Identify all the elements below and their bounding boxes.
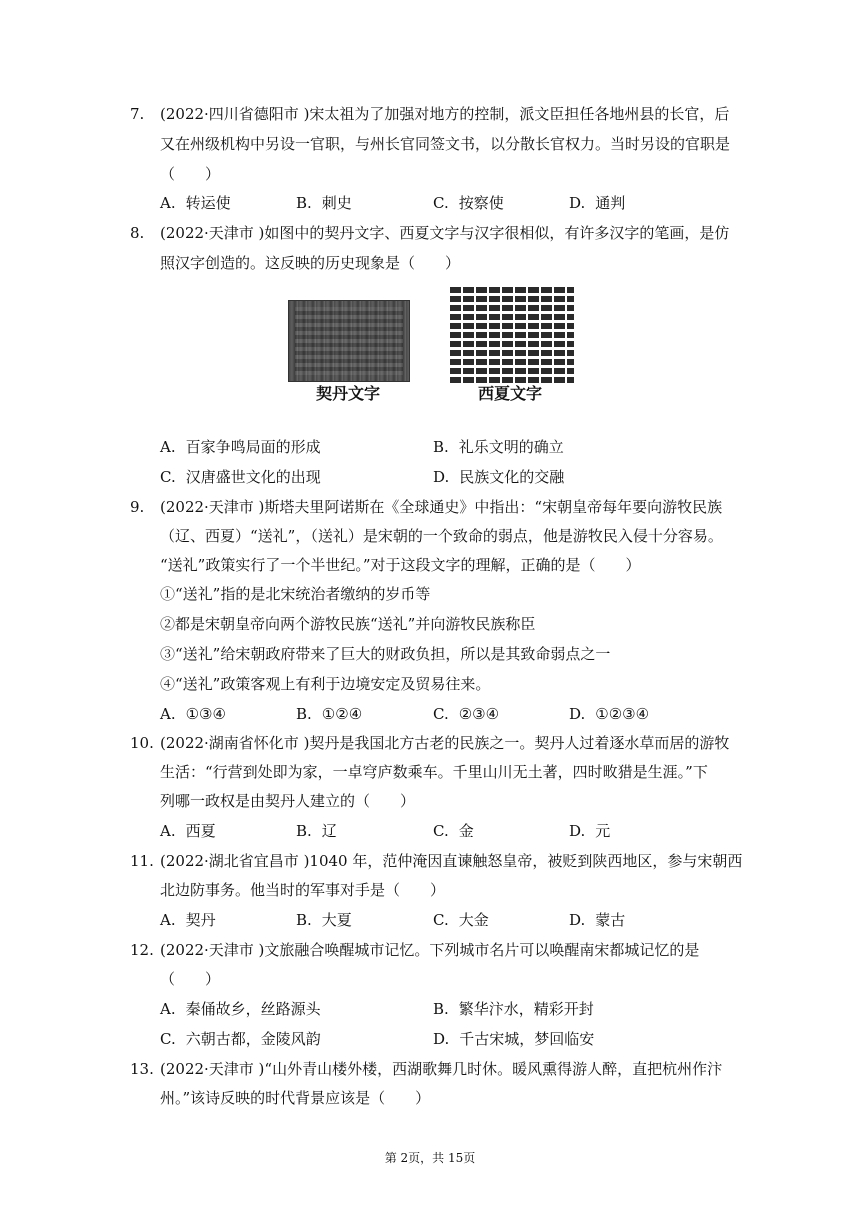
option-label: D. [433, 468, 450, 486]
option-text: 百家争鸣局面的形成 [185, 438, 321, 456]
option-text: ①②③④ [595, 705, 650, 723]
option-text: 六朝古都，金陵风韵 [185, 1030, 321, 1048]
statement-3: ③“送礼”给宋朝政府带来了巨大的财政负担，所以是其致命弱点之一 [160, 645, 611, 663]
statement-2: ②都是宋朝皇帝向两个游牧民族“送礼”并向游牧民族称臣 [160, 615, 536, 633]
option-b [296, 910, 352, 930]
option-b [296, 704, 362, 724]
option-text: 大金 [458, 911, 489, 929]
option-label: C. [433, 194, 449, 212]
option-c [160, 1029, 321, 1049]
option-text: ①②④ [321, 705, 363, 723]
option-text: ②③④ [458, 705, 500, 723]
option-label: B. [433, 1000, 449, 1018]
option-text: 元 [595, 822, 611, 840]
question-text: (2022·天津市 )“山外青山楼外楼，西湖歌舞几时休。暖风熏得游人醉，直把杭州作汴 [160, 1060, 723, 1078]
option-d [569, 910, 625, 930]
option-c [433, 910, 489, 930]
option-label: D. [569, 822, 586, 840]
option-label: C. [433, 911, 449, 929]
question-text: （ ） [160, 165, 221, 183]
option-d [433, 467, 564, 487]
option-label: C. [433, 822, 449, 840]
option-text: ①③④ [185, 705, 226, 723]
option-label: C. [433, 705, 449, 723]
option-text: 秦俑故乡，丝路源头 [185, 1000, 321, 1018]
question-text: (2022·天津市 )斯塔夫里阿诺斯在《全球通史》中指出：“宋朝皇帝每年要向游牧民族 [160, 498, 723, 516]
option-label: D. [569, 911, 586, 929]
question-number: 12. [130, 941, 154, 959]
question-text: (2022·湖南省怀化市 )契丹是我国北方古老的民族之一。契丹人过着逐水草而居的游牧 [160, 734, 730, 752]
option-a [160, 193, 231, 213]
question-text: (2022·天津市 )文旅融合唤醒城市记忆。下列城市名片可以唤醒南宋都城记忆的是 [160, 941, 700, 959]
option-text: 礼乐文明的确立 [458, 438, 564, 456]
question-text: （辽、西夏）“送礼”，（送礼）是宋朝的一个致命的弱点，他是游牧民入侵十分容易。 [160, 527, 723, 545]
option-label: B. [296, 705, 312, 723]
option-d [433, 1029, 594, 1049]
option-text: 民族文化的交融 [459, 468, 565, 486]
option-text: 汉唐盛世文化的出现 [185, 468, 321, 486]
option-b [433, 437, 564, 457]
question-number: 13. [130, 1060, 154, 1078]
option-d [569, 704, 649, 724]
question-number: 9. [130, 498, 145, 516]
option-text: 蒙古 [595, 911, 626, 929]
xixia-script-image [448, 287, 574, 383]
question-text: (2022·天津市 )如图中的契丹文字、西夏文字与汉字很相似，有许多汉字的笔画，是仿 [160, 224, 730, 242]
option-label: D. [569, 705, 586, 723]
question-text: 照汉字创造的。这反映的历史现象是（ ） [160, 254, 461, 272]
question-number: 11. [130, 852, 154, 870]
option-text: 千古宋城，梦回临安 [459, 1030, 595, 1048]
question-text: 又在州级机构中另设一官职，与州长官同签文书，以分散长官权力。当时另设的官职是 [160, 135, 731, 153]
option-text: 辽 [321, 822, 337, 840]
option-text: 通判 [595, 194, 626, 212]
question-text: (2022·四川省德阳市 )宋太祖为了加强对地方的控制，派文臣担任各地州县的长官，后 [160, 105, 730, 123]
page-footer: 第 2页，共 15页 [384, 1151, 476, 1165]
option-text: 大夏 [321, 911, 352, 929]
question-text: 州。”该诗反映的时代背景应该是（ ） [160, 1089, 431, 1107]
question-text: 北边防事务。他当时的军事对手是（ ） [160, 881, 446, 899]
option-a [160, 910, 216, 930]
option-label: A. [160, 194, 176, 212]
question-text: （ ） [160, 970, 221, 988]
option-label: A. [160, 438, 176, 456]
option-label: A. [160, 911, 176, 929]
option-text: 西夏 [185, 822, 216, 840]
option-a [160, 821, 216, 841]
question-text: 生活：“行营到处即为家，一卓穹庐数乘车。千里山川无土著，四时畋猎是生涯。”下 [160, 763, 708, 781]
statement-1: ①“送礼”指的是北宋统治者缴纳的岁币等 [160, 585, 431, 603]
option-a [160, 437, 321, 457]
khitan-script-image [288, 300, 410, 382]
option-label: A. [160, 822, 176, 840]
option-c [160, 467, 321, 487]
option-label: B. [296, 911, 312, 929]
option-text: 刺史 [321, 194, 352, 212]
question-text: “送礼”政策实行了一个半世纪。”对于这段文字的理解，正确的是（ ） [160, 556, 641, 574]
question-number: 10. [130, 734, 154, 752]
option-c [433, 193, 504, 213]
option-c [433, 821, 474, 841]
option-label: A. [160, 1000, 176, 1018]
option-label: B. [296, 194, 312, 212]
figure-caption-khitan: 契丹文字 [316, 384, 381, 403]
question-number: 8. [130, 224, 145, 242]
option-text: 按察使 [458, 194, 504, 212]
option-d [569, 821, 610, 841]
option-b [433, 999, 594, 1019]
option-text: 转运使 [185, 194, 231, 212]
option-c [433, 704, 499, 724]
figure-caption-xixia: 西夏文字 [478, 384, 543, 403]
option-label: D. [569, 194, 586, 212]
question-text: (2022·湖北省宜昌市 )1040 年，范仲淹因直谏触怒皇帝，被贬到陕西地区，参与宋朝西 [160, 852, 743, 870]
option-label: D. [433, 1030, 450, 1048]
option-label: A. [160, 705, 176, 723]
option-b [296, 821, 337, 841]
option-label: B. [433, 438, 449, 456]
option-text: 金 [458, 822, 474, 840]
option-text: 繁华汴水，精彩开封 [458, 1000, 594, 1018]
option-a [160, 999, 321, 1019]
option-d [569, 193, 625, 213]
statement-4: ④“送礼”政策客观上有利于边境安定及贸易往来。 [160, 675, 491, 693]
option-a [160, 704, 226, 724]
option-label: B. [296, 822, 312, 840]
option-label: C. [160, 468, 176, 486]
option-b [296, 193, 352, 213]
question-text: 列哪一政权是由契丹人建立的（ ） [160, 792, 416, 810]
question-number: 7. [130, 105, 145, 123]
option-label: C. [160, 1030, 176, 1048]
option-text: 契丹 [185, 911, 216, 929]
